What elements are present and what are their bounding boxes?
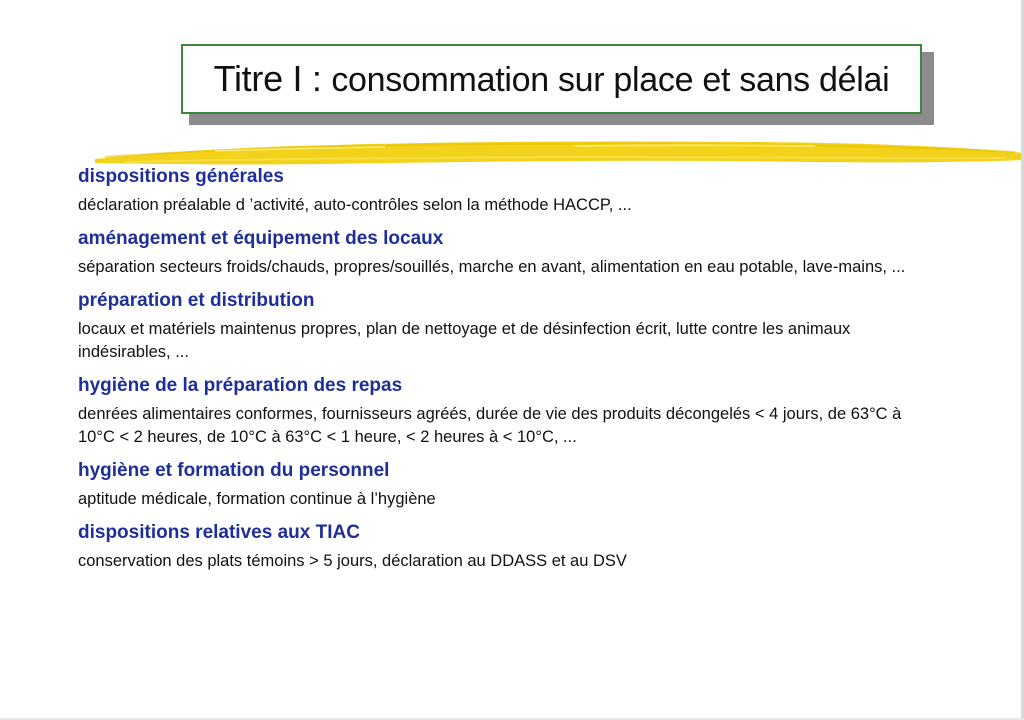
section-heading: aménagement et équipement des locaux	[78, 228, 444, 249]
section-heading: dispositions relatives aux TIAC	[78, 522, 360, 543]
section-heading: préparation et distribution	[78, 290, 315, 311]
section-hygiene-formation-personnel	[78, 459, 938, 511]
content	[78, 165, 938, 583]
section-body: séparation secteurs froids/chauds, propres/souillés, marche en avant, alimentation en eau potable, lave-mains, ...	[78, 258, 906, 276]
section-heading: dispositions générales	[78, 166, 284, 187]
section-body: locaux et matériels maintenus propres, plan de nettoyage et de désinfection écrit, lutte contre les animaux indésirables, ...	[78, 320, 851, 361]
section-heading: hygiène et formation du personnel	[78, 460, 390, 481]
section-dispositions-generales	[78, 165, 938, 217]
section-amenagement-locaux	[78, 227, 938, 279]
section-body: conservation des plats témoins > 5 jours, déclaration au DDASS et au DSV	[78, 552, 627, 570]
section-heading: hygiène de la préparation des repas	[78, 375, 403, 396]
section-preparation-distribution	[78, 289, 938, 364]
section-hygiene-preparation-repas	[78, 374, 938, 449]
title-prefix: Titre I :	[213, 58, 332, 99]
section-body: aptitude médicale, formation continue à l’hygiène	[78, 490, 436, 508]
section-body: denrées alimentaires conformes, fournisseurs agréés, durée de vie des produits décongelés < 4 jours, de 63°C à 10°C < 2 heures, de 10°C à 63°C < 1 heure, < 2 heures à < 10°C, ...	[78, 405, 902, 446]
title-main: consommation sur place et sans délai	[331, 61, 890, 99]
slide-title	[214, 58, 890, 100]
section-dispositions-tiac	[78, 521, 938, 573]
section-body: déclaration préalable d ’activité, auto-contrôles selon la méthode HACCP, ...	[78, 196, 632, 214]
title-box	[181, 44, 922, 114]
